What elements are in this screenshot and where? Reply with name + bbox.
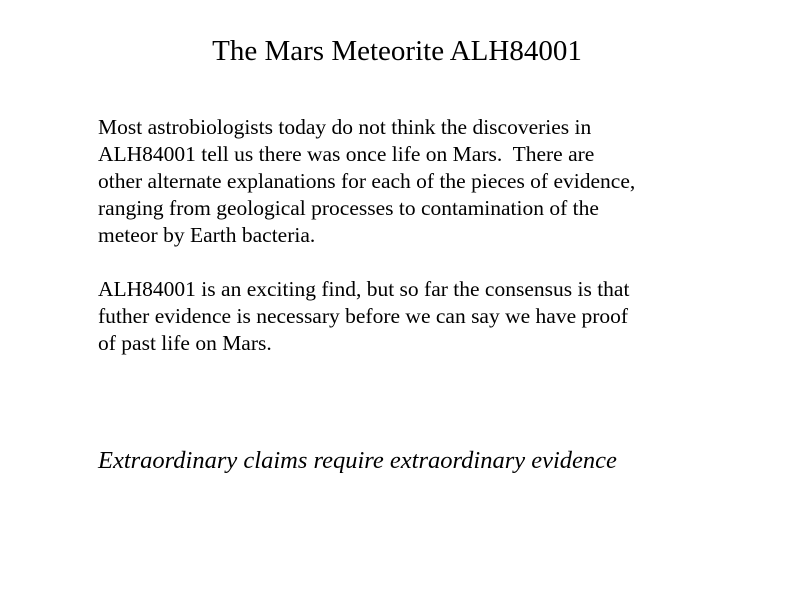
paragraph-line: ALH84001 is an exciting find, but so far the consensus is that: [98, 277, 630, 301]
paragraph-line: futher evidence is necessary before we can say we have proof: [98, 304, 629, 328]
paragraph-line: of past life on Mars.: [98, 331, 272, 355]
paragraph-line: ALH84001 tell us there was once life on Mars. There are: [98, 142, 595, 166]
paragraph-line: Most astrobiologists today do not think the discoveries in: [98, 115, 592, 139]
paragraph-line: other alternate explanations for each of the pieces of evidence,: [98, 169, 636, 193]
paragraph-exciting-find: [98, 276, 738, 357]
closing-quote: Extraordinary claims require extraordinary evidence: [98, 447, 617, 474]
paragraph-line: meteor by Earth bacteria.: [98, 223, 316, 247]
paragraph-consensus-doubts: [98, 114, 738, 249]
paragraph-line: ranging from geological processes to contamination of the: [98, 196, 599, 220]
slide-title: The Mars Meteorite ALH84001: [212, 35, 582, 67]
